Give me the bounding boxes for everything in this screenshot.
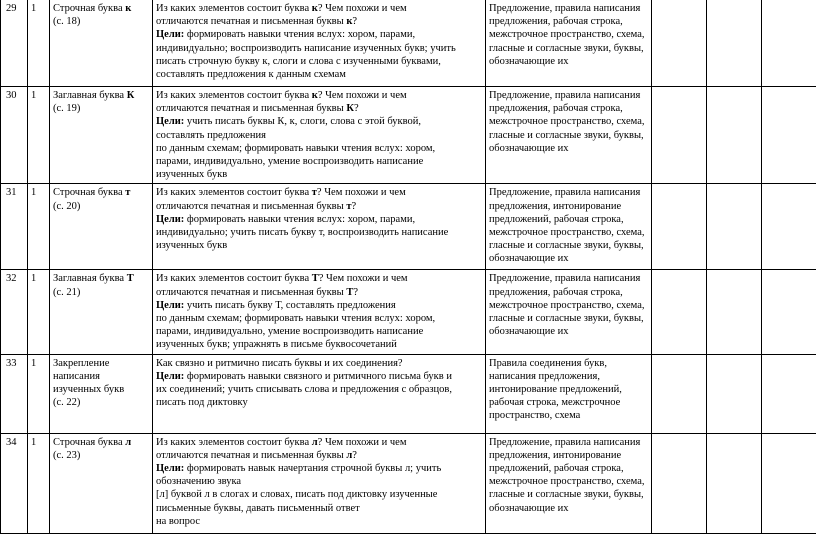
table-row (1, 270, 816, 354)
goals-line: письменные буквы, давать письменный ответ (156, 502, 482, 515)
empty-cell (652, 270, 707, 354)
concept-line: Предложение, правила написания (489, 2, 648, 15)
hours-cell (28, 184, 50, 270)
concept-line: обозначающие их (489, 252, 648, 265)
concept-line: Правила соединения букв, (489, 357, 648, 370)
topic-line: Закрепление (53, 357, 149, 370)
goals-label: Цели: (156, 29, 184, 40)
goals-line: по данным схемам; формировать навыки чтения вслух: хором, (156, 312, 482, 325)
empty-cell (762, 354, 816, 433)
hours-cell (28, 433, 50, 533)
question-letter: л (346, 450, 352, 461)
empty-cell (762, 184, 816, 270)
topic-title (53, 2, 149, 15)
question-line: отличаются печатная и письменная буквы л? (156, 449, 482, 462)
topic-letter: Т (127, 273, 134, 284)
topic-prefix: Строчная буква (53, 187, 125, 198)
empty-cell (762, 87, 816, 184)
hours-value: 1 (31, 273, 36, 284)
goals-line: изученных букв (156, 239, 482, 252)
concept-line: межстрочное пространство, схема, (489, 226, 648, 239)
goals-cell (153, 0, 486, 87)
hours-value: 1 (31, 3, 36, 14)
topic-cell (50, 354, 153, 433)
goals-line: на вопрос (156, 515, 482, 528)
question-letter: л (312, 437, 318, 448)
question-line: Из каких элементов состоит буква Т? Чем похожи и чем (156, 272, 482, 285)
question-line: отличаются печатная и письменная буквы к? (156, 15, 482, 28)
hours-cell (28, 354, 50, 433)
concept-line: гласные и согласные звуки, буквы, (489, 239, 648, 252)
concept-line: предложений, рабочая строка, (489, 462, 648, 475)
goals-line: Цели: формировать навыки чтения вслух: хором, парами, (156, 213, 482, 226)
goals-line: изученных букв (156, 168, 482, 181)
topic-title (53, 436, 149, 449)
concept-line: интонирование предложений, (489, 383, 648, 396)
goals-line: изученных букв; упражнять в письме буквосочетаний (156, 338, 482, 351)
lesson-number-cell (1, 270, 28, 354)
goals-line: их соединений; учить списывать слова и предложения с образцов, (156, 383, 482, 396)
concept-line: Предложение, правила написания (489, 186, 648, 199)
empty-cell (762, 270, 816, 354)
goals-line: индивидуально; воспроизводить написание изученных букв; учить (156, 42, 482, 55)
concepts-cell (486, 433, 652, 533)
topic-page: (с. 21) (53, 286, 149, 299)
goals-line: Цели: учить писать буквы К, к, слоги, слова с этой буквой, (156, 115, 482, 128)
topic-page: (с. 18) (53, 15, 149, 28)
question-letter: к (312, 3, 318, 14)
topic-line: изученных букв (53, 383, 149, 396)
question-line: Как связно и ритмично писать буквы и их соединения? (156, 357, 482, 370)
question-line: отличаются печатная и письменная буквы К? (156, 102, 482, 115)
lesson-number: 29 (6, 3, 17, 14)
empty-cell (652, 354, 707, 433)
lesson-number-cell (1, 87, 28, 184)
empty-cell (652, 0, 707, 87)
concept-line: рабочая строка, межстрочное (489, 396, 648, 409)
lesson-number-cell (1, 184, 28, 270)
concept-line: обозначающие их (489, 55, 648, 68)
empty-cell (652, 184, 707, 270)
concept-line: предложения, рабочая строка, (489, 15, 648, 28)
concept-line: межстрочное пространство, схема, (489, 475, 648, 488)
lesson-number-cell (1, 354, 28, 433)
concepts-cell (486, 87, 652, 184)
goals-line: писать под диктовку (156, 396, 482, 409)
question-letter: Т (346, 287, 353, 298)
question-letter: К (346, 103, 354, 114)
question-line: отличаются печатная и письменная буквы т? (156, 200, 482, 213)
hours-cell (28, 0, 50, 87)
concepts-cell (486, 184, 652, 270)
topic-title (53, 89, 149, 102)
concept-line: обозначающие их (489, 502, 648, 515)
concept-line: межстрочное пространство, схема, (489, 299, 648, 312)
goals-label: Цели: (156, 463, 184, 474)
empty-cell (707, 87, 762, 184)
empty-cell (652, 87, 707, 184)
lesson-number-cell (1, 0, 28, 87)
topic-letter: л (125, 437, 131, 448)
table-row (1, 433, 816, 533)
topic-page: (с. 20) (53, 200, 149, 213)
concept-line: гласные и согласные звуки, буквы, (489, 42, 648, 55)
question-line: отличаются печатная и письменная буквы Т? (156, 286, 482, 299)
concept-line: предложений, рабочая строка, (489, 213, 648, 226)
question-letter: к (346, 16, 352, 27)
topic-prefix: Заглавная буква (53, 273, 127, 284)
hours-value: 1 (31, 437, 36, 448)
topic-prefix: Заглавная буква (53, 90, 127, 101)
topic-line: (с. 22) (53, 396, 149, 409)
goals-line: парами, индивидуально, умение воспроизводить написание (156, 155, 482, 168)
lesson-number: 34 (6, 437, 17, 448)
lesson-number: 31 (6, 187, 17, 198)
empty-cell (707, 184, 762, 270)
concept-line: Предложение, правила написания (489, 272, 648, 285)
topic-title (53, 186, 149, 199)
topic-line: написания (53, 370, 149, 383)
topic-page: (с. 23) (53, 449, 149, 462)
lesson-number: 30 (6, 90, 17, 101)
concept-line: предложения, интонирование (489, 200, 648, 213)
question-letter: т (346, 201, 351, 212)
topic-cell (50, 87, 153, 184)
question-line: Из каких элементов состоит буква к? Чем похожи и чем (156, 2, 482, 15)
hours-value: 1 (31, 187, 36, 198)
question-letter: к (312, 90, 318, 101)
topic-prefix: Строчная буква (53, 437, 125, 448)
lesson-number-cell (1, 433, 28, 533)
goals-line: индивидуально; учить писать букву т, воспроизводить написание (156, 226, 482, 239)
table-row (1, 354, 816, 433)
goals-line: парами, индивидуально, умение воспроизводить написание (156, 325, 482, 338)
topic-letter: т (125, 187, 130, 198)
concept-line: пространство, схема (489, 409, 648, 422)
concept-line: гласные и согласные звуки, буквы, (489, 488, 648, 501)
question-line: Из каких элементов состоит буква т? Чем похожи и чем (156, 186, 482, 199)
goals-line: по данным схемам; формировать навыки чтения вслух: хором, (156, 142, 482, 155)
hours-cell (28, 87, 50, 184)
question-letter: Т (312, 273, 319, 284)
empty-cell (707, 270, 762, 354)
question-letter: т (312, 187, 317, 198)
goals-line: [л] буквой л в слогах и словах, писать под диктовку изученные (156, 488, 482, 501)
goals-line: обозначению звука (156, 475, 482, 488)
topic-letter: К (127, 90, 135, 101)
goals-label: Цели: (156, 116, 184, 127)
goals-line: Цели: формировать навыки связного и ритмичного письма букв и (156, 370, 482, 383)
goals-line: писать строчную букву к, слоги и слова с изученными буквами, (156, 55, 482, 68)
goals-line: Цели: формировать навыки чтения вслух: хором, парами, (156, 28, 482, 41)
empty-cell (652, 433, 707, 533)
empty-cell (762, 433, 816, 533)
lesson-number: 32 (6, 273, 17, 284)
goals-line: составлять предложения к данным схемам (156, 68, 482, 81)
concept-line: обозначающие их (489, 142, 648, 155)
concept-line: предложения, интонирование (489, 449, 648, 462)
goals-cell (153, 270, 486, 354)
topic-cell (50, 184, 153, 270)
lesson-number: 33 (6, 358, 17, 369)
topic-title (53, 272, 149, 285)
hours-value: 1 (31, 358, 36, 369)
goals-cell (153, 354, 486, 433)
goals-label: Цели: (156, 371, 184, 382)
goals-cell (153, 184, 486, 270)
hours-value: 1 (31, 90, 36, 101)
goals-line: Цели: учить писать букву Т, составлять предложения (156, 299, 482, 312)
topic-cell (50, 0, 153, 87)
concept-line: написания предложения, (489, 370, 648, 383)
topic-page: (с. 19) (53, 102, 149, 115)
concepts-cell (486, 0, 652, 87)
goals-label: Цели: (156, 300, 184, 311)
table-row (1, 0, 816, 87)
empty-cell (707, 0, 762, 87)
table-row (1, 184, 816, 270)
question-line: Из каких элементов состоит буква к? Чем похожи и чем (156, 89, 482, 102)
concept-line: гласные и согласные звуки, буквы, (489, 312, 648, 325)
goals-cell (153, 433, 486, 533)
question-line: Из каких элементов состоит буква л? Чем похожи и чем (156, 436, 482, 449)
empty-cell (707, 433, 762, 533)
goals-label: Цели: (156, 214, 184, 225)
topic-letter: к (125, 3, 131, 14)
concept-line: предложения, рабочая строка, (489, 286, 648, 299)
concept-line: предложения, рабочая строка, (489, 102, 648, 115)
goals-line: составлять предложения (156, 129, 482, 142)
goals-cell (153, 87, 486, 184)
topic-cell (50, 433, 153, 533)
empty-cell (762, 0, 816, 87)
concept-line: Предложение, правила написания (489, 436, 648, 449)
topic-prefix: Строчная буква (53, 3, 125, 14)
concept-line: обозначающие их (489, 325, 648, 338)
hours-cell (28, 270, 50, 354)
concept-line: межстрочное пространство, схема, (489, 115, 648, 128)
concept-line: гласные и согласные звуки, буквы, (489, 129, 648, 142)
concepts-cell (486, 354, 652, 433)
concept-line: Предложение, правила написания (489, 89, 648, 102)
concept-line: межстрочное пространство, схема, (489, 28, 648, 41)
goals-line: Цели: формировать навык начертания строчной буквы л; учить (156, 462, 482, 475)
topic-cell (50, 270, 153, 354)
table-row (1, 87, 816, 184)
concepts-cell (486, 270, 652, 354)
empty-cell (707, 354, 762, 433)
